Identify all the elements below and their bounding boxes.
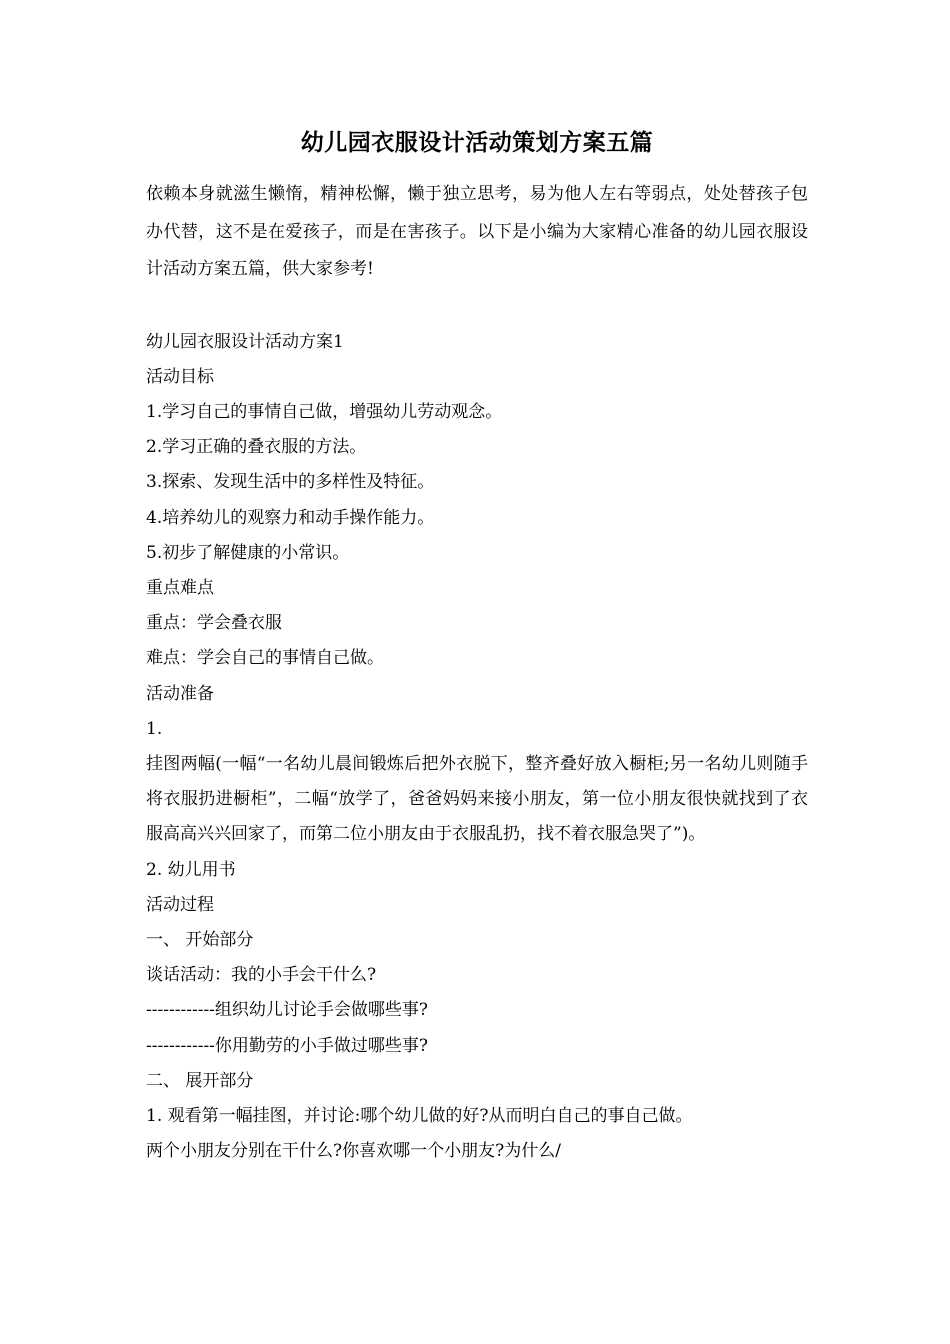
subheading-process: 活动过程 xyxy=(146,894,214,915)
process-section: 一、 开始部分 xyxy=(146,929,254,950)
section-spacer xyxy=(146,289,808,325)
section-heading: 幼儿园衣服设计活动方案1 xyxy=(146,331,344,352)
goal-item: 4.培养幼儿的观察力和动手操作能力。 xyxy=(146,507,435,528)
process-step: ------------你用勤劳的小手做过哪些事? xyxy=(146,1035,429,1056)
goal-item: 2.学习正确的叠衣服的方法。 xyxy=(146,437,367,458)
subheading-goals: 活动目标 xyxy=(146,366,214,387)
preparation-number: 1. xyxy=(146,718,163,739)
goal-item: 3.探索、发现生活中的多样性及特征。 xyxy=(146,472,435,493)
subheading-preparation: 活动准备 xyxy=(146,683,214,704)
preparation-item: 2. 幼儿用书 xyxy=(146,859,236,880)
intro-paragraph: 依赖本身就滋生懒惰，精神松懈，懒于独立思考，易为他人左右等弱点，处处替孩子包办代替，这不是在爱孩子，而是在害孩子。以下是小编为大家精心准备的幼儿园衣服设计活动方案五篇，供大家参考! xyxy=(146,184,808,279)
document-title: 幼儿园衣服设计活动策划方案五篇 xyxy=(300,129,654,156)
goal-item: 1.学习自己的事情自己做，增强幼儿劳动观念。 xyxy=(146,401,503,422)
process-step: 1. 观看第一幅挂图，并讨论:哪个幼儿做的好?从而明白自己的事自己做。 xyxy=(146,1105,693,1126)
key-point: 重点：学会叠衣服 xyxy=(146,613,282,634)
process-step: 两个小朋友分别在干什么?你喜欢哪一个小朋友?为什么/ xyxy=(146,1141,561,1162)
document-page xyxy=(146,128,808,1169)
goal-item: 5.初步了解健康的小常识。 xyxy=(146,542,350,563)
subheading-key-points: 重点难点 xyxy=(146,577,214,598)
process-step: ------------组织幼儿讨论手会做哪些事? xyxy=(146,1000,429,1021)
preparation-paragraph: 挂图两幅(一幅“一名幼儿晨间锻炼后把外衣脱下，整齐叠好放入橱柜;另一名幼儿则随手将衣服扔进橱柜”，二幅“放学了，爸爸妈妈来接小朋友，第一位小朋友很快就找到了衣服高高兴兴回家了，而第二位小朋友由于衣服乱扔，找不着衣服急哭了”)。 xyxy=(146,753,808,845)
process-section: 二、 展开部分 xyxy=(146,1070,254,1091)
document-body xyxy=(146,325,808,1170)
process-step: 谈话活动：我的小手会干什么? xyxy=(146,965,377,986)
difficult-point: 难点：学会自己的事情自己做。 xyxy=(146,648,384,669)
